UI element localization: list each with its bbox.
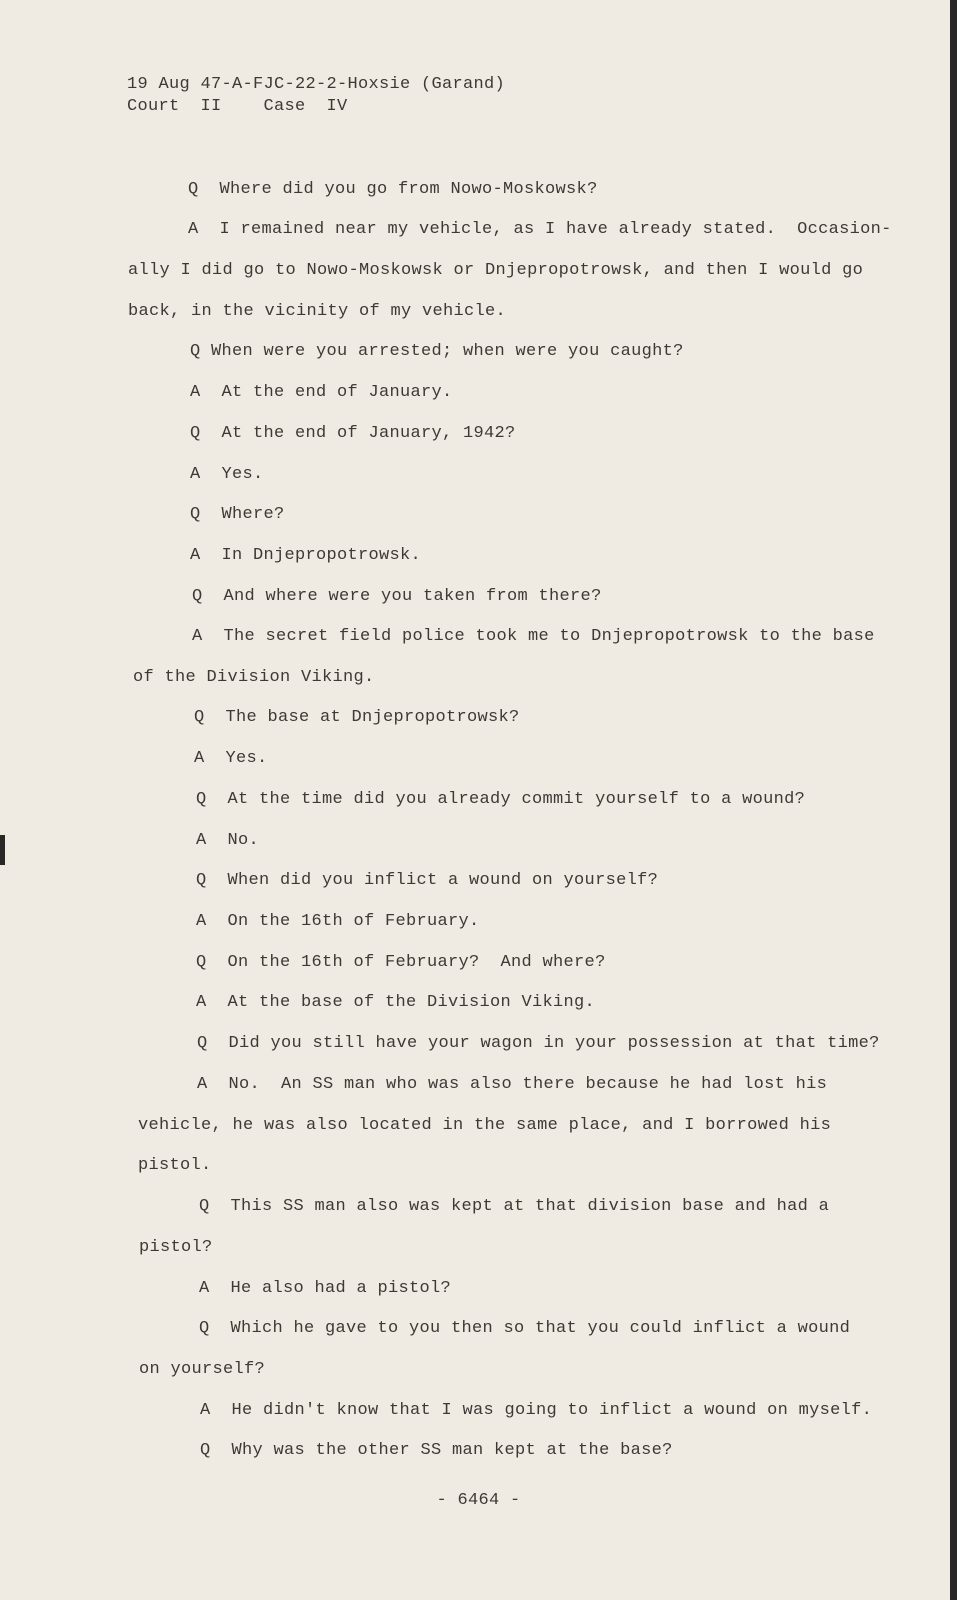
transcript-line: pistol. (138, 1156, 212, 1175)
transcript-line: A I remained near my vehicle, as I have already stated. Occasion- (188, 220, 892, 239)
transcript-line: vehicle, he was also located in the same place, and I borrowed his (138, 1116, 832, 1135)
transcript-line: A He also had a pistol? (199, 1279, 452, 1298)
transcript-line: Q When did you inflict a wound on yourself? (196, 871, 659, 890)
transcript-line: A In Dnjepropotrowsk. (190, 546, 422, 565)
transcript-line: A At the base of the Division Viking. (196, 993, 596, 1012)
transcript-line: A At the end of January. (190, 383, 453, 402)
transcript-line: Q Where did you go from Nowo-Moskowsk? (188, 180, 598, 199)
page-number: - 6464 - (436, 1491, 521, 1510)
transcript-line: Q This SS man also was kept at that division base and had a (199, 1197, 830, 1216)
transcript-line: back, in the vicinity of my vehicle. (128, 302, 507, 321)
transcript-line: A No. (196, 831, 260, 850)
transcript-line: Q On the 16th of February? And where? (196, 953, 606, 972)
transcript-line: A The secret field police took me to Dnjepropotrowsk to the base (192, 627, 875, 646)
transcript-line: ally I did go to Nowo-Moskowsk or Dnjepropotrowsk, and then I would go (128, 261, 864, 280)
transcript-line: Q When were you arrested; when were you caught? (190, 342, 684, 361)
transcript-line: Q Which he gave to you then so that you could inflict a wound (199, 1319, 851, 1338)
transcript-line: A He didn't know that I was going to inflict a wound on myself. (200, 1401, 873, 1420)
transcript-line: A On the 16th of February. (196, 912, 480, 931)
transcript-line: A No. An SS man who was also there because he had lost his (197, 1075, 828, 1094)
transcript-line: Q At the time did you already commit yourself to a wound? (196, 790, 806, 809)
transcript-line: Q Where? (190, 505, 285, 524)
transcript-line: Q The base at Dnjepropotrowsk? (194, 708, 520, 727)
transcript-line: A Yes. (190, 465, 264, 484)
transcript-line: on yourself? (139, 1360, 266, 1379)
header-line-1: 19 Aug 47-A-FJC-22-2-Hoxsie (Garand) (127, 75, 506, 94)
transcript-line: Q Did you still have your wagon in your possession at that time? (197, 1034, 880, 1053)
scan-edge-mark (0, 835, 5, 865)
transcript-line: pistol? (139, 1238, 213, 1257)
transcript-line: of the Division Viking. (133, 668, 375, 687)
transcript-line: A Yes. (194, 749, 268, 768)
scan-edge (950, 0, 957, 1600)
document-header (127, 74, 505, 118)
transcript-line: Q Why was the other SS man kept at the base? (200, 1441, 673, 1460)
header-line-2: Court II Case IV (127, 97, 348, 116)
transcript-line: Q At the end of January, 1942? (190, 424, 516, 443)
transcript-line: Q And where were you taken from there? (192, 587, 602, 606)
